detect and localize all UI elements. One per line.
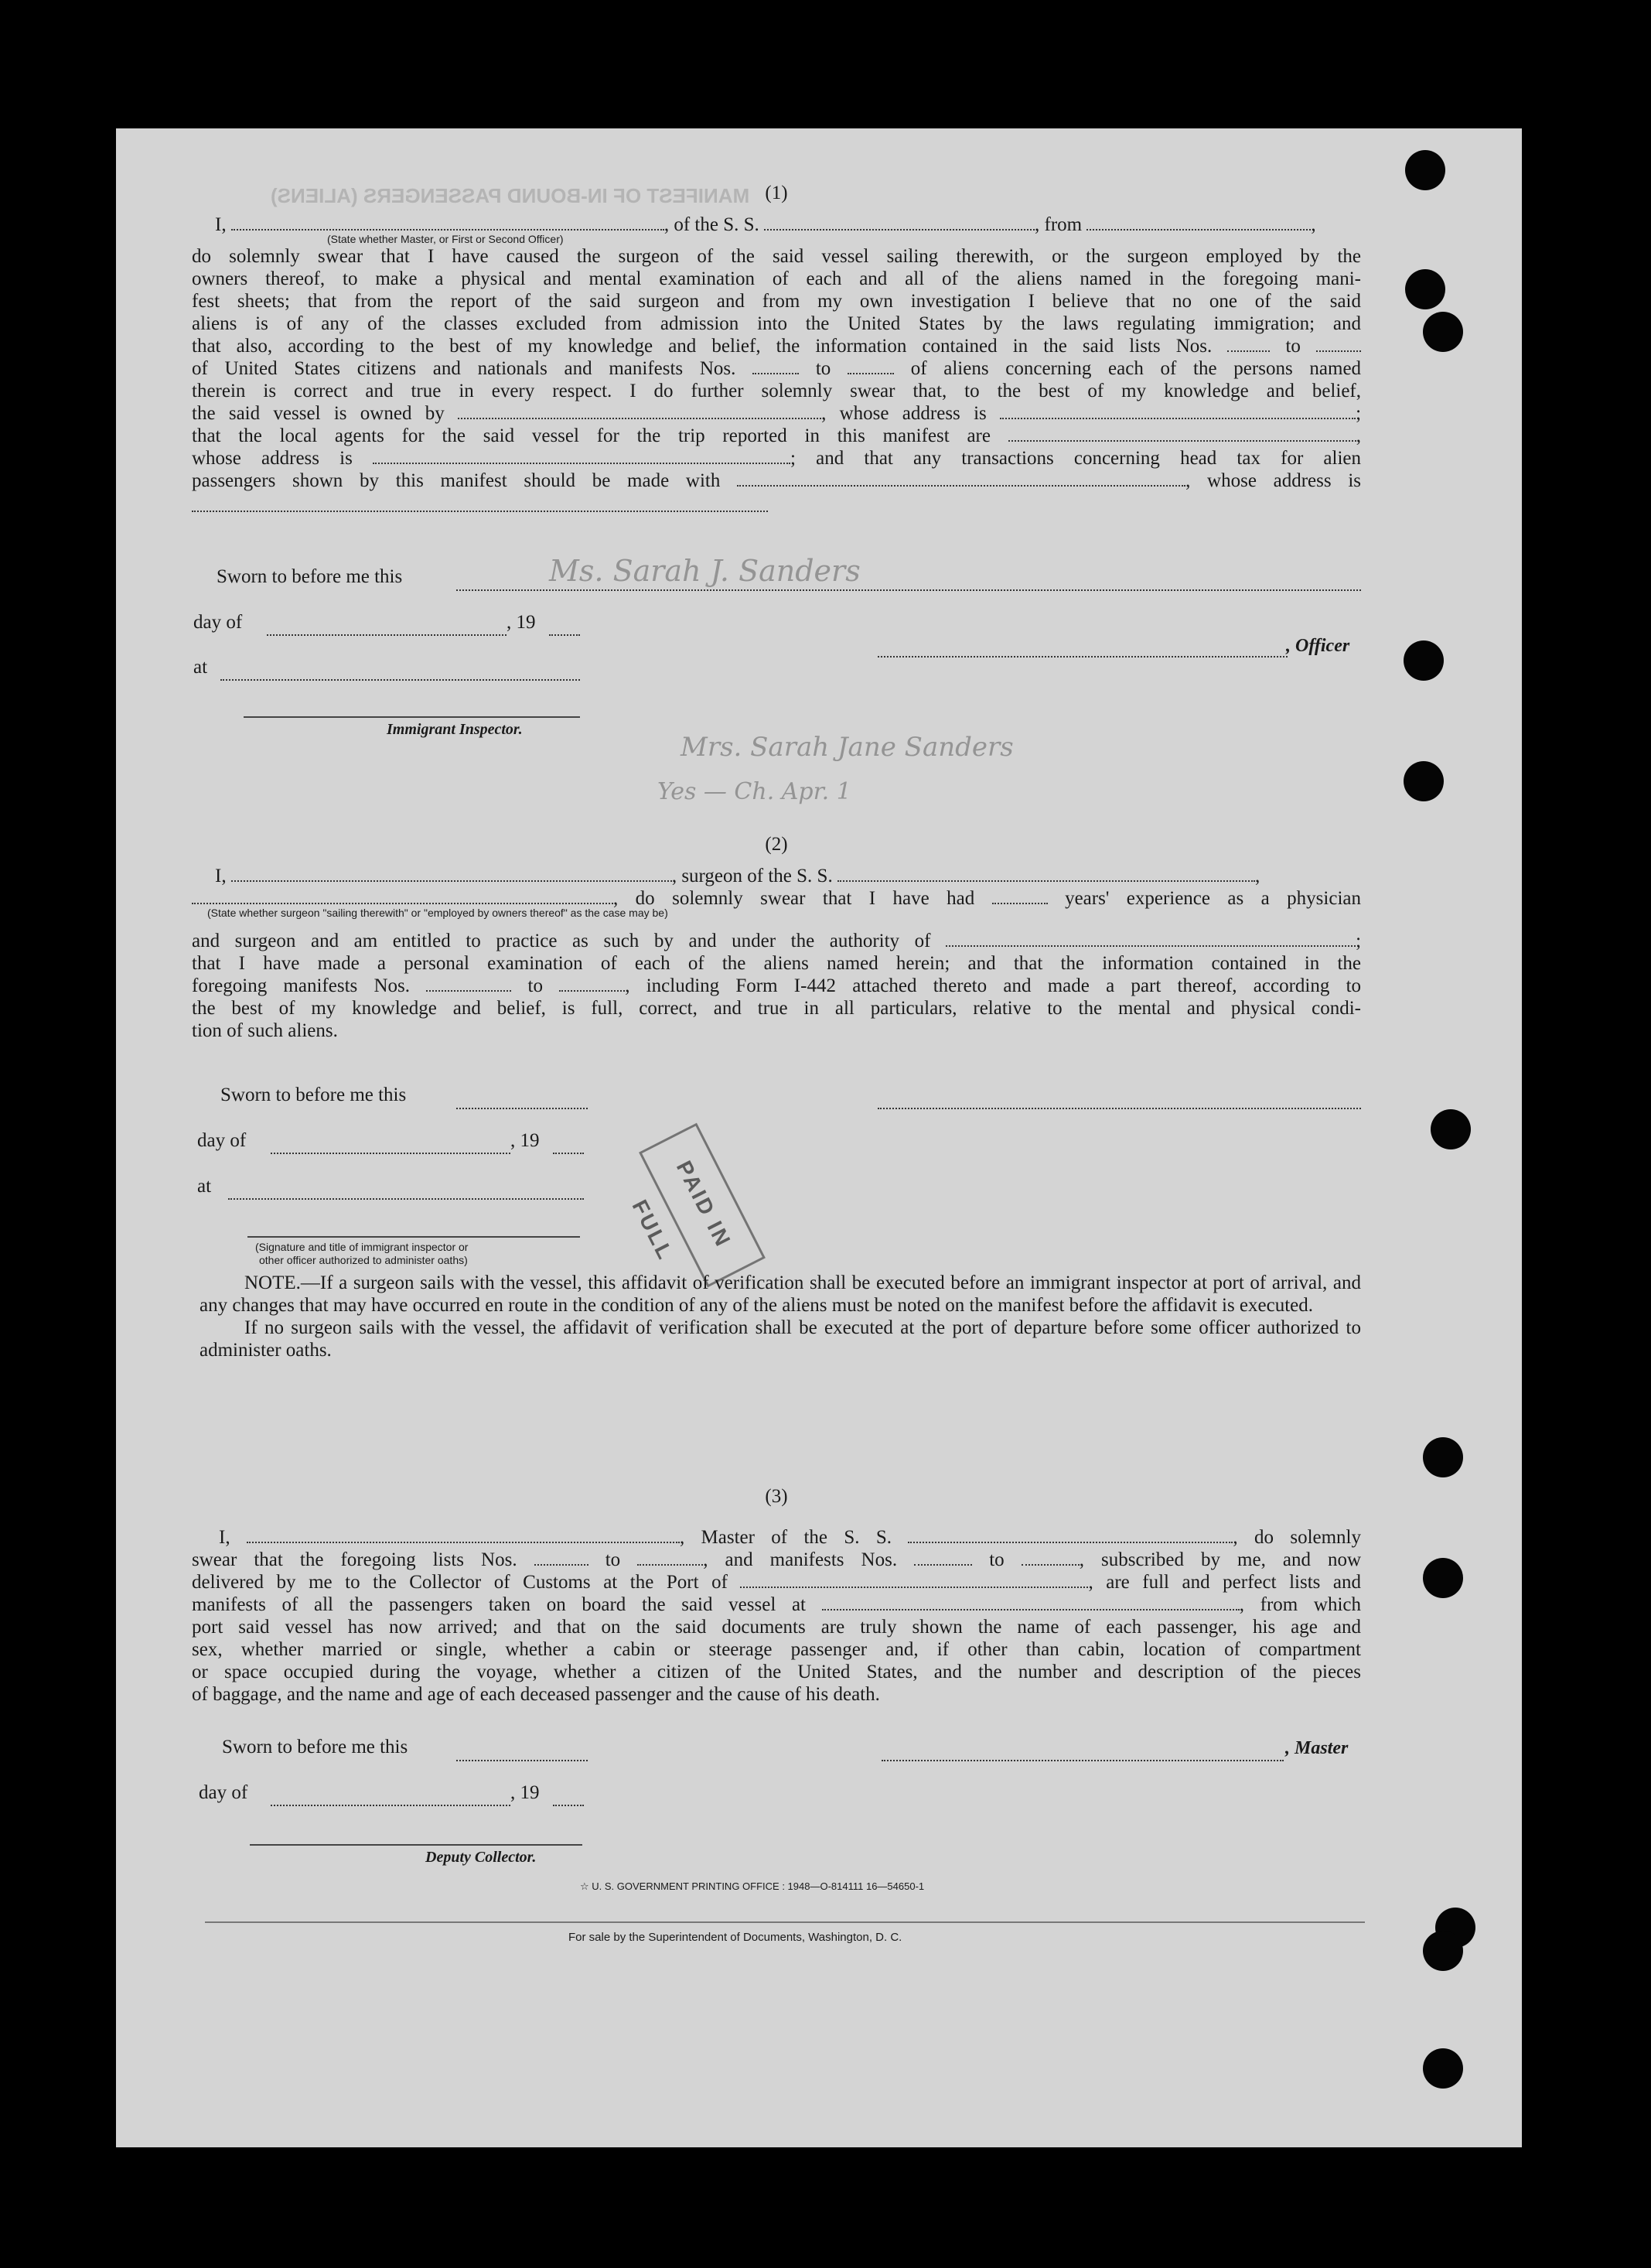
bleedthrough-title: MANIFEST OF IN-BOUND PASSENGERS (ALIENS) <box>271 184 750 207</box>
handwriting-bleedthrough-1: Ms. Sarah J. Sanders <box>549 554 861 588</box>
section-1-line-10: that the local agents for the said vessel for the trip reported in this manifest are , <box>192 425 1362 446</box>
binder-hole-2 <box>1405 269 1445 309</box>
section-3-year-line[interactable] <box>553 1789 584 1806</box>
binder-hole-6 <box>1431 1109 1471 1149</box>
section-1-line-5: aliens is of any of the classes excluded from admission into the United States by the laws regulating immigration; and <box>192 313 1361 334</box>
section-3-line-8: of baggage, and the name and age of each deceased passenger and the cause of his death. <box>192 1684 880 1705</box>
fill-in-customs-port[interactable] <box>740 1571 1088 1588</box>
binder-hole-5 <box>1404 761 1444 801</box>
fill-in-manifests-from[interactable] <box>914 1549 972 1566</box>
section-3-line-6: sex, whether married or single, whether a cabin or steerage passenger and, if other than cabin, location of compartment <box>192 1639 1361 1660</box>
handwriting-bleedthrough-2: Mrs. Sarah Jane Sanders <box>681 732 1014 763</box>
section-1-year-line[interactable] <box>549 619 580 636</box>
section-2-year: , 19 <box>510 1130 540 1151</box>
section-1 <box>192 183 1361 512</box>
document-page <box>116 128 1522 2147</box>
section-3-line-3: delivered by me to the Collector of Customs at the Port of , are full and perfect lists and <box>192 1572 1362 1593</box>
section-2-at-line[interactable] <box>228 1183 584 1200</box>
section-3-line-2: swear that the foregoing lists Nos. to , and manifests Nos. to , subscribed by me, and now <box>192 1549 1362 1570</box>
fill-in-manifests-from[interactable] <box>752 357 799 374</box>
section-3-line-1: I, , Master of the S. S. , do solemnly <box>219 1527 1362 1548</box>
fill-in-vessel-owner[interactable] <box>458 402 821 419</box>
fill-in-manifests-to[interactable] <box>559 975 625 992</box>
section-2 <box>192 834 1361 1042</box>
section-3-line-7: or space occupied during the voyage, whether a citizen of the United States, and the number and description of the pieces <box>192 1662 1361 1682</box>
binder-hole-10 <box>1423 1931 1463 1971</box>
section-1-inspector-label: Immigrant Inspector. <box>387 721 523 738</box>
fill-in-surgeon-status[interactable] <box>192 887 613 904</box>
section-3-sworn: Sworn to before me this <box>222 1737 408 1757</box>
section-1-caption: (State whether Master, or First or Second Officer) <box>327 233 564 245</box>
section-1-line-8: therein is correct and true in every respect. I do further solemnly swear that, to the best of my knowledge and belief, <box>192 381 1361 401</box>
section-3-master-label: , Master <box>1285 1738 1349 1758</box>
section-2-line-4: that I have made a personal examination of each of the aliens named herein; and that the information contained in the <box>192 953 1361 974</box>
binder-hole-7 <box>1423 1437 1463 1477</box>
note-paragraph-2: If no surgeon sails with the vessel, the affidavit of verification shall be executed at the port of departure before some officer authorized to administer oaths. <box>200 1317 1361 1361</box>
section-2-day-line[interactable] <box>271 1137 510 1154</box>
section-1-line-11: whose address is ; and that any transactions concerning head tax for alien <box>192 448 1362 469</box>
fill-in-surgeon-name[interactable] <box>231 865 672 882</box>
section-1-line-7: of United States citizens and nationals and manifests Nos. to of aliens concerning each of the persons named <box>192 358 1362 379</box>
fill-in-master-name[interactable] <box>247 1526 680 1543</box>
section-1-day-of: day of <box>193 612 243 633</box>
section-2-line-2: , do solemnly swear that I have had years' experience as a physician <box>192 887 1361 910</box>
section-1-inspector-line[interactable] <box>244 716 580 718</box>
section-1-year: , 19 <box>507 612 536 633</box>
gpo-imprint: ☆ U. S. GOVERNMENT PRINTING OFFICE : 1948—O-814111 16—54650-1 <box>580 1880 925 1892</box>
section-1-line-1: I, , of the S. S. , from , <box>215 214 1316 235</box>
section-1-line-2: do solemnly swear that I have caused the surgeon of the said vessel sailing therewith, or the surgeon employed by the <box>192 246 1361 267</box>
section-2-note <box>200 1272 1361 1361</box>
section-2-sig-caption-1: (Signature and title of immigrant inspector or <box>255 1241 469 1253</box>
fill-in-agents-address[interactable] <box>373 447 790 464</box>
section-3-line-5: port said vessel has now arrived; and that on the said documents are truly shown the name of each passenger, his age and <box>192 1617 1361 1638</box>
section-1-number: (1) <box>765 183 788 203</box>
section-2-line-3: and surgeon and am entitled to practice as such by and under the authority of ; <box>192 931 1362 951</box>
section-2-year-line[interactable] <box>553 1137 584 1154</box>
binder-hole-3 <box>1423 312 1463 352</box>
fill-in-lists-to[interactable] <box>637 1549 703 1566</box>
section-2-surgeon-signature-line[interactable] <box>878 1092 1361 1109</box>
section-3-master-line[interactable] <box>882 1744 1284 1761</box>
note-paragraph-1: NOTE.—If a surgeon sails with the vessel, this affidavit of verification shall be executed before an immigrant inspector at port of arrival, and any changes that may have occurred en route in the condition of any of the aliens must be noted on the manifest before the affidavit is executed. <box>200 1272 1361 1316</box>
section-2-sworn: Sworn to before me this <box>220 1084 407 1105</box>
section-3 <box>192 1486 1361 1706</box>
binder-hole-1 <box>1405 150 1445 190</box>
fill-in-years-experience[interactable] <box>992 887 1048 904</box>
fill-in-vessel-name[interactable] <box>764 213 1035 231</box>
section-1-sworn-line[interactable] <box>456 574 1361 591</box>
section-1-line-4: fest sheets; that from the report of the said surgeon and from my own investigation I believe that no one of the said <box>192 291 1361 312</box>
section-3-day-of: day of <box>199 1782 248 1803</box>
binder-hole-8 <box>1423 1558 1463 1598</box>
section-1-at-line[interactable] <box>220 664 580 681</box>
section-3-day-line[interactable] <box>271 1789 510 1806</box>
binder-hole-4 <box>1404 640 1444 681</box>
section-1-day-line[interactable] <box>267 619 507 636</box>
fill-in-surgeon-vessel[interactable] <box>837 865 1255 882</box>
section-3-deputy-line[interactable] <box>250 1844 582 1846</box>
section-2-caption: (State whether surgeon "sailing therewith" or "employed by owners thereof" as the case may be) <box>207 907 668 919</box>
section-1-address-continuation[interactable] <box>192 495 768 512</box>
section-3-line-4: manifests of all the passengers taken on board the said vessel at , from which <box>192 1594 1361 1615</box>
fill-in-lists-from[interactable] <box>534 1549 588 1566</box>
section-1-line-12: passengers shown by this manifest should be made with , whose address is <box>192 470 1361 491</box>
footer-rule <box>205 1921 1365 1923</box>
section-2-number: (2) <box>765 834 788 855</box>
fill-in-licensing-authority[interactable] <box>946 930 1356 947</box>
binder-hole-11 <box>1423 2048 1463 2089</box>
section-2-sig-caption-2: other officer authorized to administer oaths) <box>259 1254 468 1266</box>
fill-in-head-tax-contact[interactable] <box>737 470 1185 487</box>
fill-in-lists-from[interactable] <box>1227 335 1270 352</box>
section-1-line-3: owners thereof, to make a physical and mental examination of each and all of the aliens named in the foregoing mani- <box>192 268 1361 289</box>
fill-in-officer-name[interactable] <box>231 213 664 231</box>
section-2-line-7: tion of such aliens. <box>192 1020 338 1041</box>
fill-in-manifests-to[interactable] <box>1022 1549 1080 1566</box>
fill-in-embarkation-port[interactable] <box>822 1593 1240 1610</box>
section-2-sworn-line[interactable] <box>456 1092 588 1109</box>
section-2-line-5: foregoing manifests Nos. to , including Form I-442 attached thereto and made a part thereof, according to <box>192 975 1362 996</box>
fill-in-manifests-to[interactable] <box>848 357 894 374</box>
section-2-at: at <box>197 1176 212 1197</box>
section-3-deputy-label: Deputy Collector. <box>425 1849 537 1866</box>
diagonal-stamp: PAID IN FULL <box>639 1123 766 1288</box>
handwriting-bleedthrough-3: Yes — Ch. Apr. 1 <box>657 778 851 805</box>
section-3-sworn-line[interactable] <box>456 1744 588 1761</box>
section-1-line-9: the said vessel is owned by , whose address is ; <box>192 403 1362 424</box>
section-3-number: (3) <box>765 1486 788 1507</box>
fill-in-owner-address[interactable] <box>1000 402 1356 419</box>
section-1-at: at <box>193 657 208 678</box>
section-1-sworn: Sworn to before me this <box>217 566 403 587</box>
sale-notice: For sale by the Superintendent of Documents, Washington, D. C. <box>568 1931 902 1944</box>
section-1-officer-line[interactable] <box>878 640 1288 658</box>
section-3-year: , 19 <box>510 1782 540 1803</box>
fill-in-departure-port[interactable] <box>1086 213 1311 231</box>
section-2-day-of: day of <box>197 1130 247 1151</box>
fill-in-lists-to[interactable] <box>1316 335 1361 352</box>
fill-in-manifests-from[interactable] <box>426 975 511 992</box>
section-2-line-6: the best of my knowledge and belief, is full, correct, and true in all particulars, relative to the mental and physical condi- <box>192 998 1361 1019</box>
fill-in-local-agents[interactable] <box>1008 425 1356 442</box>
section-2-inspector-line[interactable] <box>247 1236 580 1238</box>
fill-in-master-vessel[interactable] <box>908 1526 1233 1543</box>
section-1-line-6: that also, according to the best of my knowledge and belief, the information contained in the said lists Nos. to <box>192 335 1361 357</box>
section-2-line-1: I, , surgeon of the S. S. , <box>215 866 1260 886</box>
section-1-officer-label: , Officer <box>1286 636 1350 656</box>
